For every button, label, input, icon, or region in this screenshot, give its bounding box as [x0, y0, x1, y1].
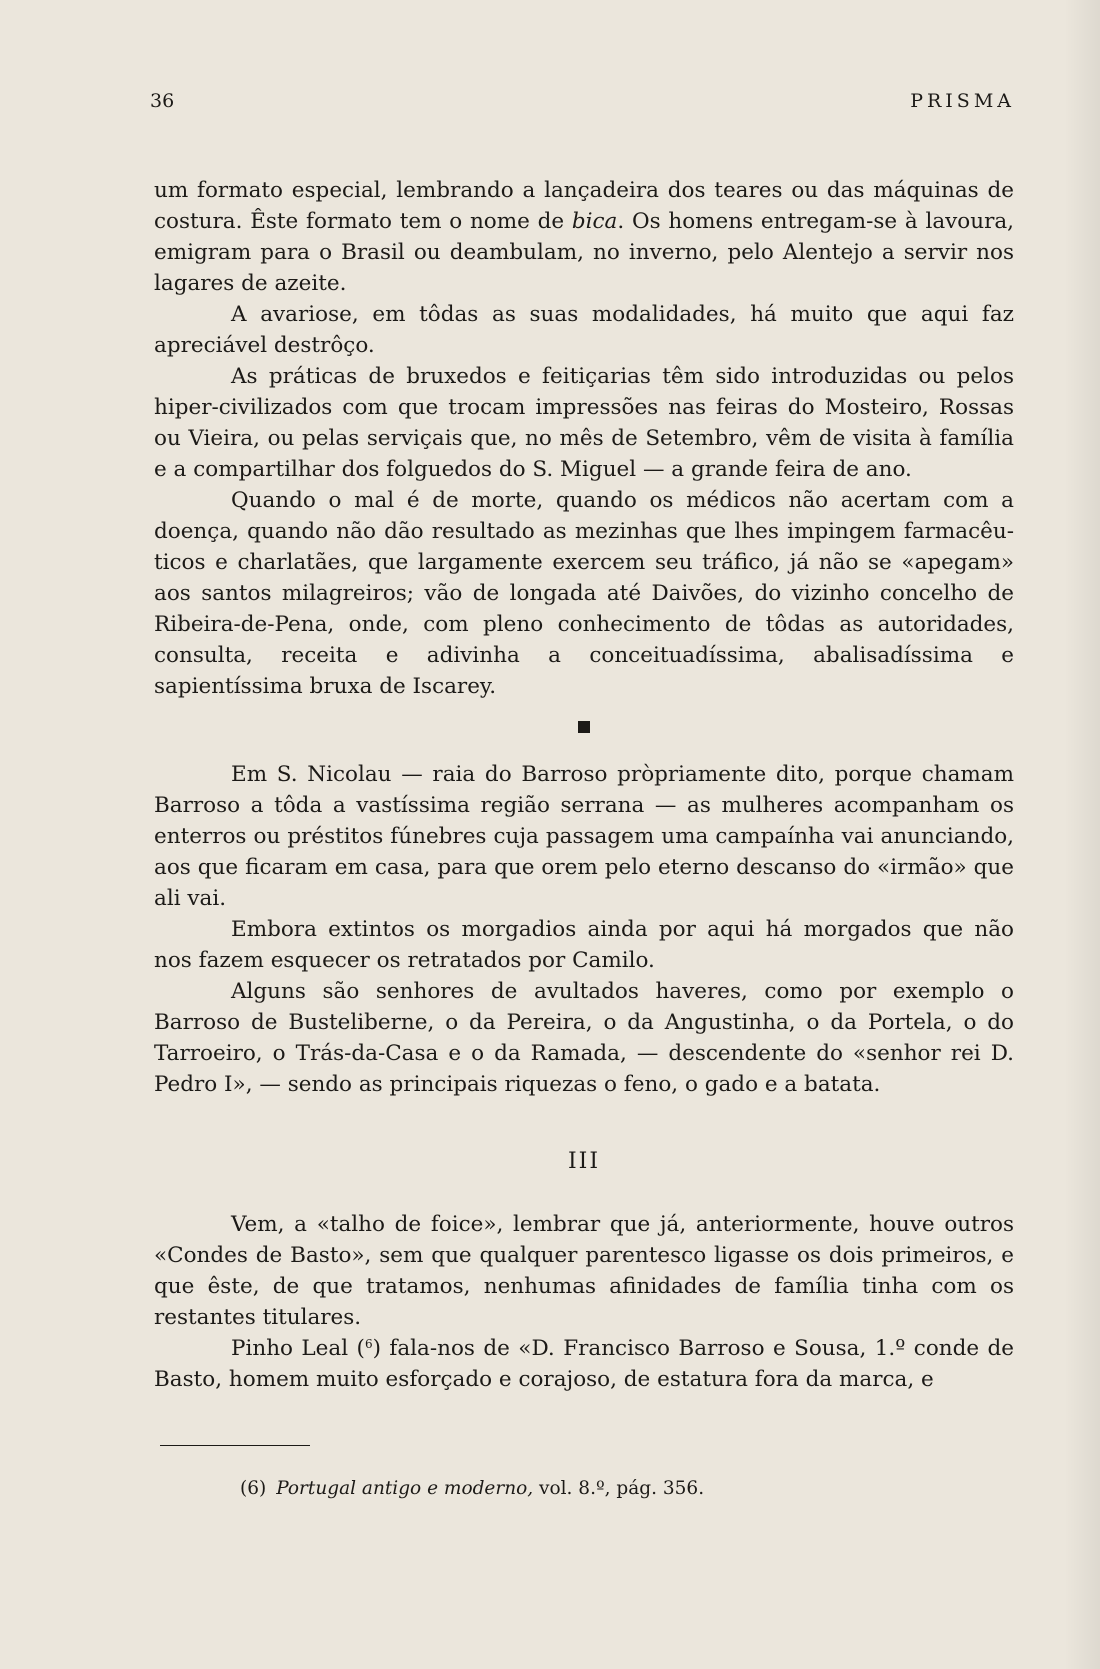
paragraph-text: ) fala-nos de «D. Francisco Barroso e Sousa, 1.º conde de Basto, homem muito esforçado e corajoso, de estatura fora da marca, e — [154, 1336, 1015, 1392]
section-ornament — [578, 721, 590, 733]
paragraph-bruxedos: As práticas de bruxedos e feitiçarias têm sido introduzidas ou pelos hiper-civilizados com que trocam impressões nas feiras do Mosteiro, Rossas ou Vieira, ou pelas serviçais que, no mês de Setembro, vêm de visita à família e a compartilhar dos folguedos do S. Miguel — a grande feira de ano. — [154, 364, 1014, 482]
section-heading: III — [567, 1149, 601, 1174]
paragraph-s-nicolau: Em S. Nicolau — raia do Barroso pròpriamente dito, porque chamam Barroso a tôda a vastíssima região serrana — as mulheres acompanham os enterros ou préstitos fúnebres cuja passagem uma campaínha vai anunciando, aos que ficaram em casa, para que orem pelo eterno descanso do «irmão» que ali vai. — [154, 762, 1014, 911]
paragraph-text: Pinho Leal ( — [231, 1336, 365, 1361]
page-edge-shadow — [1064, 0, 1100, 1669]
paragraph-text: um formato especial, lembrando a lançadeira dos teares ou das máquinas de costura. Êste formato tem o nome de — [154, 178, 1014, 234]
footnote-details: vol. 8.º, pág. 356. — [533, 1478, 705, 1499]
paragraph-morgadios: Embora extintos os morgadios ainda por aqui há morgados que não nos fazem esquecer os retratados por Camilo. — [154, 917, 1014, 973]
paragraph-condes: Vem, a «talho de foice», lembrar que já, anteriormente, houve outros «Condes de Basto», sem que qualquer parentesco ligasse os dois primeiros, e que êste, de que tratamos, nenhumas afinidades de família tinha com os restantes titulares. — [154, 1212, 1014, 1330]
page-header — [150, 90, 1015, 114]
paragraph-continuation — [154, 175, 1014, 299]
body-text — [154, 175, 1014, 1395]
page-number: 36 — [150, 90, 175, 112]
footnote-title: Portugal antigo e moderno, — [276, 1478, 534, 1499]
footnote-reference[interactable]: 6 — [364, 1337, 373, 1351]
paragraph-pinho-leal — [154, 1333, 1014, 1395]
paragraph-doenca: Quando o mal é de morte, quando os médicos não acertam com a doença, quando não dão resultado as mezinhas que lhes impingem farmacêuticos e charlatães, que largamente exercem seu tráfico, já não se «apegam» aos santos milagreiros; vão de longada até Daivões, do vizinho concelho de Ribeira-de-Pena, onde, com pleno conhecimento de tôdas as autoridades, consulta, receita e adivinha a conceituadíssima, abalisadíssima e sapientíssima bruxa de Iscarey. — [154, 488, 1014, 699]
running-title: PRISMA — [910, 90, 1015, 112]
paragraph-avariose: A avariose, em tôdas as suas modalidades, há muito que aqui faz apreciável destrôço. — [154, 302, 1014, 358]
footnote-rule — [160, 1445, 310, 1446]
paragraph-haveres: Alguns são senhores de avultados haveres, como por exemplo o Barroso de Busteliberne, o da Pereira, o da Angustinha, o da Portela, o do Tarroeiro, o Trás-da-Casa e o da Ramada, — descendente do «senhor rei D. Pedro I», — sendo as principais riquezas o feno, o gado e a batata. — [154, 979, 1014, 1097]
footnote-mark: (6) — [240, 1478, 267, 1499]
footnote — [240, 1477, 704, 1501]
italic-term: bica — [571, 209, 618, 234]
paragraph-text: . Os homens entregam-se à lavoura, emigram para o Brasil ou deambulam, no inverno, pelo Alentejo a servir nos lagares de azeite. — [154, 209, 1015, 296]
